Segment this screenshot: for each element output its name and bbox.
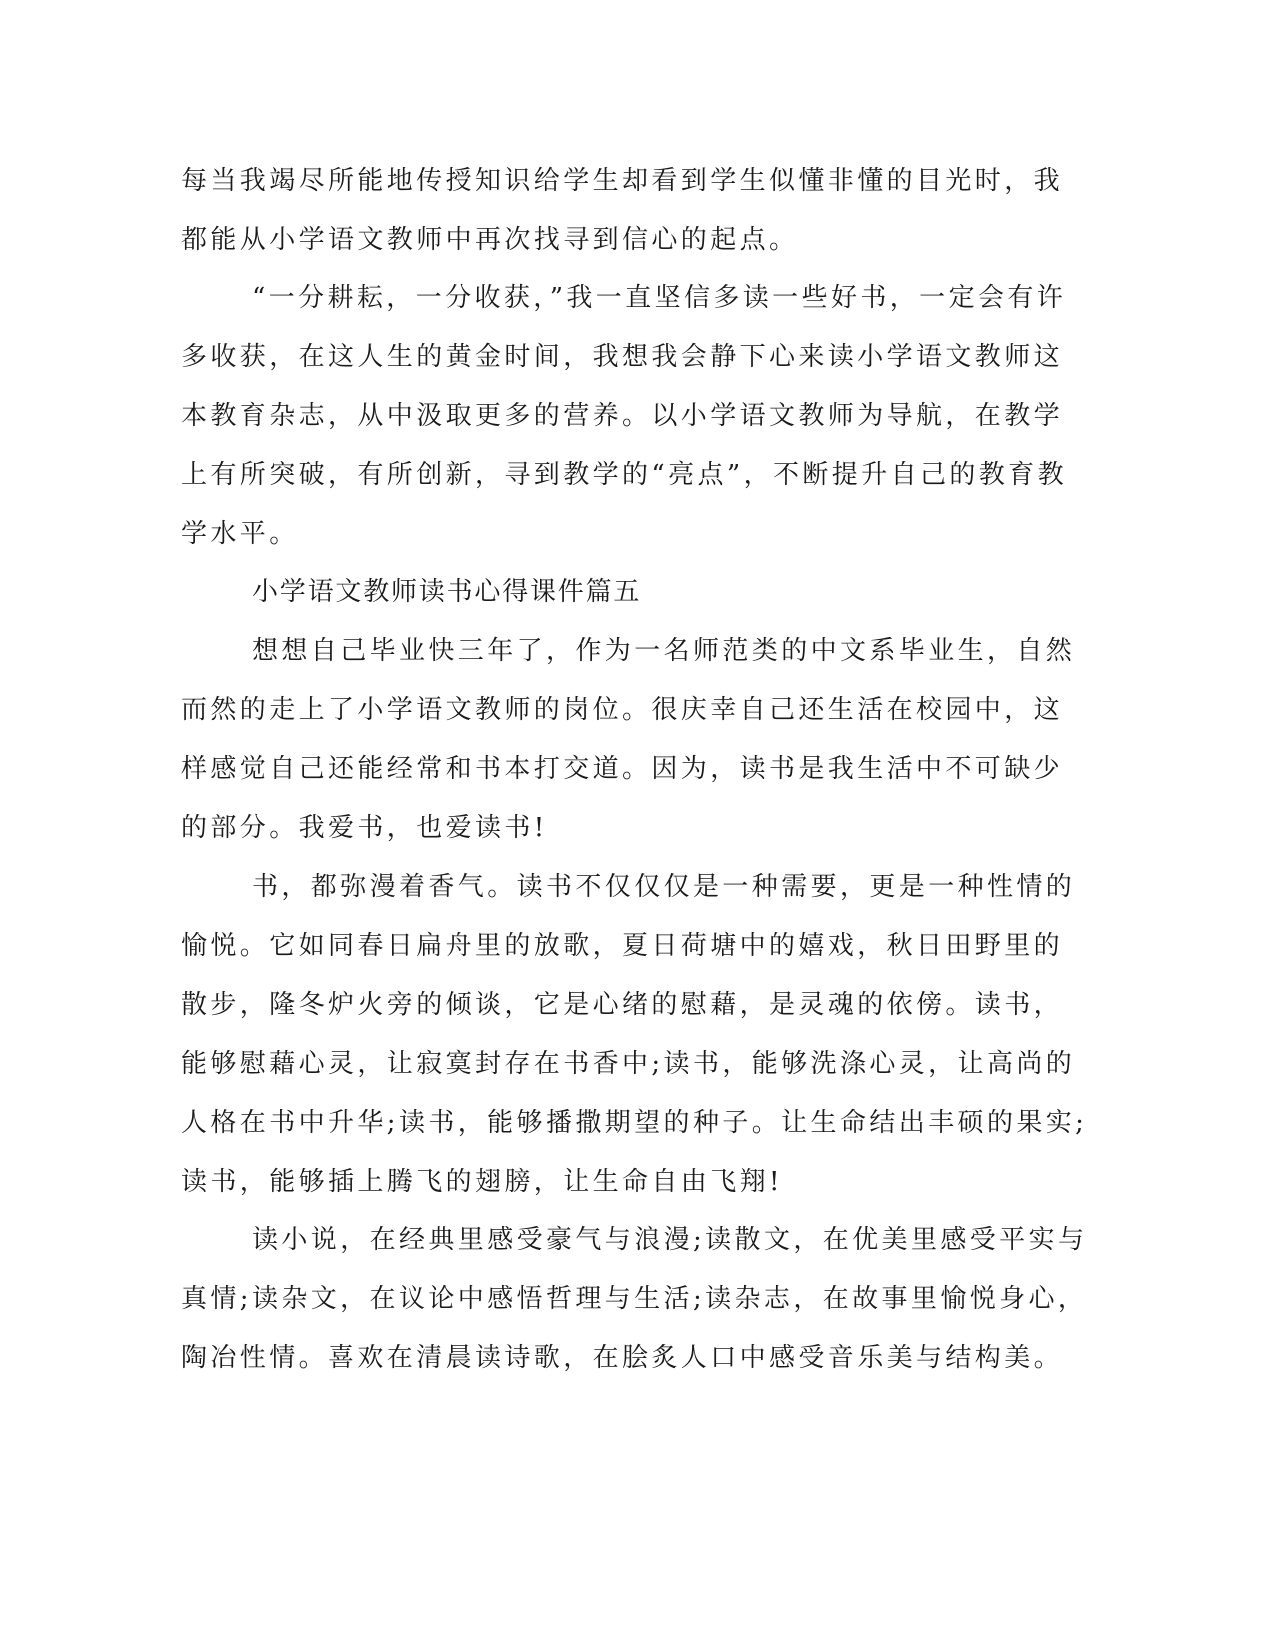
paragraph-line: 本教育杂志，从中汲取更多的营养。以小学语文教师为导航，在教学 [181, 401, 1064, 431]
paragraph-line: 书，都弥漫着香气。读书不仅仅仅是一种需要，更是一种性情的 [252, 872, 1076, 902]
paragraph-line: “一分耕耘，一分收获，”我一直坚信多读一些好书，一定会有许 [252, 283, 1067, 313]
paragraph-line: 能够慰藉心灵，让寂寞封存在书香中;读书，能够洗涤心灵，让高尚的 [181, 1049, 1076, 1079]
paragraph-line: 愉悦。它如同春日扁舟里的放歌，夏日荷塘中的嬉戏，秋日田野里的 [181, 931, 1064, 961]
paragraph-line: 多收获，在这人生的黄金时间，我想我会静下心来读小学语文教师这 [181, 342, 1064, 372]
paragraph-line: 样感觉自己还能经常和书本打交道。因为，读书是我生活中不可缺少 [181, 754, 1064, 784]
section-heading [181, 563, 1041, 622]
paragraph-line: 上有所突破，有所创新，寻到教学的“亮点”，不断提升自己的教育教 [181, 460, 1067, 490]
paragraph-1 [181, 152, 1064, 270]
paragraph-line: 读小说，在经典里感受豪气与浪漫;读散文，在优美里感受平实与 [252, 1225, 1088, 1255]
paragraph-3 [181, 622, 1076, 858]
paragraph-line: 陶冶性情。喜欢在清晨读诗歌，在脍炙人口中感受音乐美与结构美。 [181, 1343, 1064, 1373]
paragraph-line: 读书，能够插上腾飞的翅膀，让生命自由飞翔! [181, 1167, 783, 1197]
paragraph-line: 每当我竭尽所能地传授知识给学生却看到学生似懂非懂的目光时，我 [181, 166, 1064, 196]
paragraph-line: 而然的走上了小学语文教师的岗位。很庆幸自己还生活在校园中，这 [181, 695, 1064, 725]
paragraph-line: 散步，隆冬炉火旁的倾谈，它是心绪的慰藉，是灵魂的依傍。读书， [181, 990, 1064, 1020]
paragraph-line: 人格在书中升华;读书，能够播撒期望的种子。让生命结出丰硕的果实; [181, 1108, 1088, 1138]
section-heading-text: 小学语文教师读书心得课件篇五 [252, 577, 642, 607]
paragraph-2 [181, 269, 1067, 564]
paragraph-5 [181, 1211, 1088, 1388]
paragraph-line: 想想自己毕业快三年了，作为一名师范类的中文系毕业生，自然 [252, 636, 1076, 666]
paragraph-4 [181, 858, 1088, 1212]
paragraph-line: 真情;读杂文，在议论中感悟哲理与生活;读杂志，在故事里愉悦身心， [181, 1284, 1088, 1314]
paragraph-line: 都能从小学语文教师中再次找寻到信心的起点。 [181, 225, 799, 255]
paragraph-line: 学水平。 [181, 519, 299, 549]
paragraph-line: 的部分。我爱书，也爱读书! [181, 813, 548, 843]
